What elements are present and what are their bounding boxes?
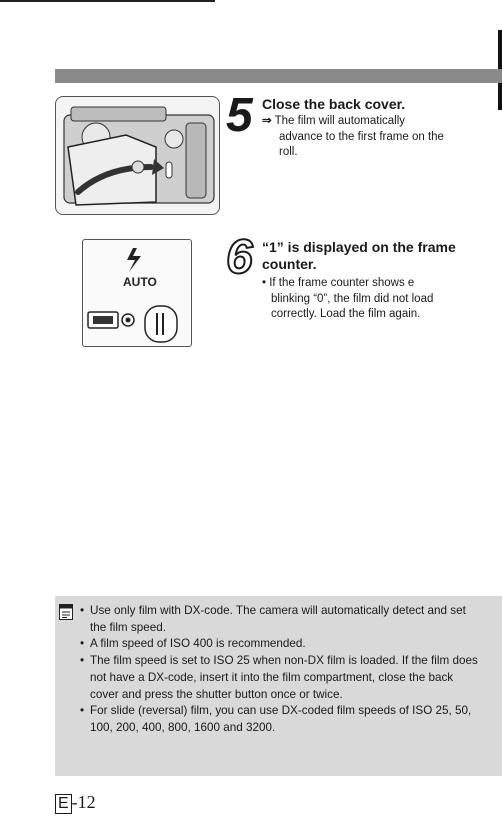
- note-item: • Use only film with DX-code. The camera will automatically detect and set the film speed.: [80, 603, 480, 636]
- step-5-result-rest: advance to the first frame on the roll.: [279, 130, 444, 158]
- step-5-title: Close the back cover.: [262, 96, 406, 112]
- notes-box: [55, 596, 502, 776]
- step-6-number: 6: [226, 231, 253, 284]
- notes-list: [80, 603, 480, 737]
- note-item: • For slide (reversal) film, you can use DX-coded film speeds of ISO 25, 50, 100, 200, 400, 800, 1600 and 3200.: [80, 703, 480, 736]
- step-6-bullet: • If the frame counter shows e blinking “0”, the film did not load correctly. Load the film again.: [262, 277, 434, 320]
- note-item: • A film speed of ISO 400 is recommended.: [80, 636, 480, 653]
- note-item: • The film speed is set to ISO 25 when non-DX film is loaded. If the film does not have a DX-code, insert it into the film compartment, close the back cover and press the shutter button once or twice.: [80, 653, 480, 703]
- step-6-description: [262, 276, 447, 323]
- auto-mode-label: AUTO: [123, 275, 157, 289]
- top-rule: [0, 0, 215, 2]
- page-number: [55, 791, 96, 814]
- step-5-result-line1: The film will automatically: [274, 115, 406, 127]
- flash-icon: [127, 248, 141, 272]
- step-5-description: [262, 114, 462, 161]
- step-5-number: 5: [226, 89, 253, 142]
- step-6-title: “1” is displayed on the frame counter.: [262, 239, 456, 272]
- page-section-letter: E: [55, 794, 72, 814]
- camera-back-cover-illustration: [55, 96, 220, 215]
- memo-icon: [59, 604, 73, 620]
- frame-counter-illustration: [82, 239, 192, 347]
- result-arrow-icon: ⇒: [262, 115, 272, 127]
- section-header-bar: [55, 69, 502, 83]
- page-number-value: -12: [71, 792, 96, 812]
